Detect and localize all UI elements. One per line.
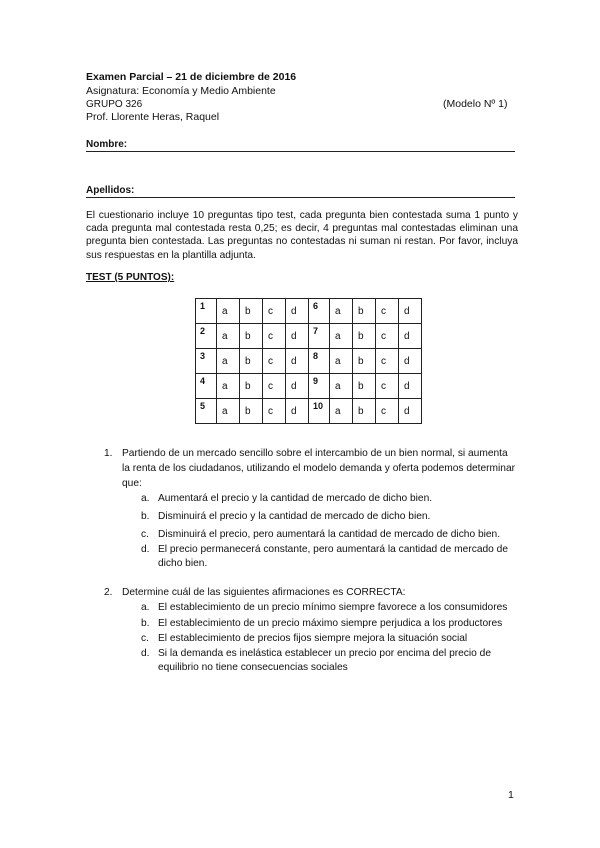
answer-option-b[interactable]: b [240,349,263,374]
answer-row [196,349,309,374]
answer-option-a[interactable]: a [330,399,353,424]
question-number: 1. [104,448,113,459]
option-letter: a. [141,602,150,613]
question-number: 2. [104,587,113,598]
answer-number: 3 [196,349,217,374]
answer-option-b[interactable]: b [353,399,376,424]
answer-option-a[interactable]: a [217,399,240,424]
answer-row [309,299,422,324]
answer-option-a[interactable]: a [330,349,353,374]
option-text: Aumentará el precio y la cantidad de mercado de dicho bien. [158,493,433,504]
option-letter: c. [141,633,149,644]
answer-number: 7 [309,324,330,349]
answer-option-a[interactable]: a [217,324,240,349]
option-text: equilibrio no tiene consecuencias sociales [158,662,348,673]
answer-number: 9 [309,374,330,399]
answer-option-d[interactable]: d [399,324,422,349]
answer-number: 6 [309,299,330,324]
answer-option-a[interactable]: a [217,374,240,399]
answer-option-a[interactable]: a [330,374,353,399]
surname-label: Apellidos: [86,185,135,196]
question-text: Partiendo de un mercado sencillo sobre el intercambio de un bien normal, si aumenta [122,448,508,459]
answer-number: 10 [309,399,330,424]
option-text: Disminuirá el precio y la cantidad de mercado de dicho bien. [158,511,431,522]
option-letter: a. [141,493,150,504]
answer-option-c[interactable]: c [376,399,399,424]
answer-row [309,374,422,399]
answer-option-d[interactable]: d [286,349,309,374]
answer-option-b[interactable]: b [353,349,376,374]
answer-option-d[interactable]: d [286,299,309,324]
answer-row [196,299,309,324]
answer-option-b[interactable]: b [353,299,376,324]
option-text: El establecimiento de un precio máximo siempre perjudica a los productores [158,618,503,629]
answer-number: 8 [309,349,330,374]
professor-line: Prof. Llorente Heras, Raquel [86,111,220,123]
answer-option-c[interactable]: c [376,324,399,349]
answer-option-c[interactable]: c [263,324,286,349]
answer-row [196,399,309,424]
answer-option-a[interactable]: a [217,349,240,374]
surname-field-line [86,197,515,198]
option-text: dicho bien. [158,558,208,569]
answer-option-d[interactable]: d [399,349,422,374]
answer-grid-right [308,298,422,424]
answer-number: 2 [196,324,217,349]
subject-line: Asignatura: Economía y Medio Ambiente [86,85,276,97]
answer-option-d[interactable]: d [399,299,422,324]
group-line: GRUPO 326 [86,99,143,110]
answer-number: 1 [196,299,217,324]
option-text: Si la demanda es inelástica establecer un precio por encima del precio de [158,648,491,659]
answer-option-d[interactable]: d [399,374,422,399]
answer-row [309,324,422,349]
answer-option-b[interactable]: b [353,324,376,349]
question-text: que: [122,478,142,489]
answer-option-d[interactable]: d [286,324,309,349]
answer-option-c[interactable]: c [263,299,286,324]
option-letter: b. [141,618,150,629]
option-text: El establecimiento de precios fijos siempre mejora la situación social [158,633,468,644]
answer-grid-left [195,298,309,424]
name-field-line [86,151,515,152]
answer-option-a[interactable]: a [217,299,240,324]
answer-option-d[interactable]: d [286,374,309,399]
answer-option-c[interactable]: c [376,299,399,324]
instructions-paragraph: El cuestionario incluye 10 preguntas tipo test, cada pregunta bien contestada suma 1 punto y cada pregunta mal contestada resta 0,25; es decir, 4 preguntas mal contestadas eliminan una pregunta bien contestada. Las preguntas no contestadas ni suman ni restan. Por favor, incluya sus respuestas en la plantilla adjunta. [86,210,518,261]
option-text: El precio permanecerá constante, pero aumentará la cantidad de mercado de [158,544,508,555]
model-number: (Modelo Nº 1) [443,98,508,110]
question-text: Determine cuál de las siguientes afirmaciones es CORRECTA: [122,587,406,598]
answer-option-b[interactable]: b [240,299,263,324]
exam-title: Examen Parcial – 21 de diciembre de 2016 [86,71,297,83]
option-letter: d. [141,544,150,555]
answer-option-a[interactable]: a [330,324,353,349]
answer-option-c[interactable]: c [376,374,399,399]
answer-number: 5 [196,399,217,424]
option-letter: c. [141,529,149,540]
option-text: El establecimiento de un precio mínimo siempre favorece a los consumidores [158,602,508,613]
answer-option-c[interactable]: c [263,349,286,374]
answer-row [196,374,309,399]
page-number: 1 [508,789,514,801]
answer-option-d[interactable]: d [286,399,309,424]
answer-option-b[interactable]: b [240,374,263,399]
question-text: la renta de los ciudadanos, utilizando el modelo demanda y oferta podemos determinar [122,463,516,474]
answer-option-b[interactable]: b [353,374,376,399]
answer-option-b[interactable]: b [240,324,263,349]
name-label: Nombre: [86,139,128,150]
answer-row [309,349,422,374]
answer-option-a[interactable]: a [330,299,353,324]
test-heading: TEST (5 PUNTOS): [86,272,175,283]
option-letter: b. [141,511,150,522]
answer-row [309,399,422,424]
option-text: Disminuirá el precio, pero aumentará la cantidad de mercado de dicho bien. [158,529,501,540]
answer-option-c[interactable]: c [376,349,399,374]
answer-option-c[interactable]: c [263,399,286,424]
answer-number: 4 [196,374,217,399]
answer-option-d[interactable]: d [399,399,422,424]
answer-option-c[interactable]: c [263,374,286,399]
option-letter: d. [141,648,150,659]
answer-row [196,324,309,349]
answer-option-b[interactable]: b [240,399,263,424]
